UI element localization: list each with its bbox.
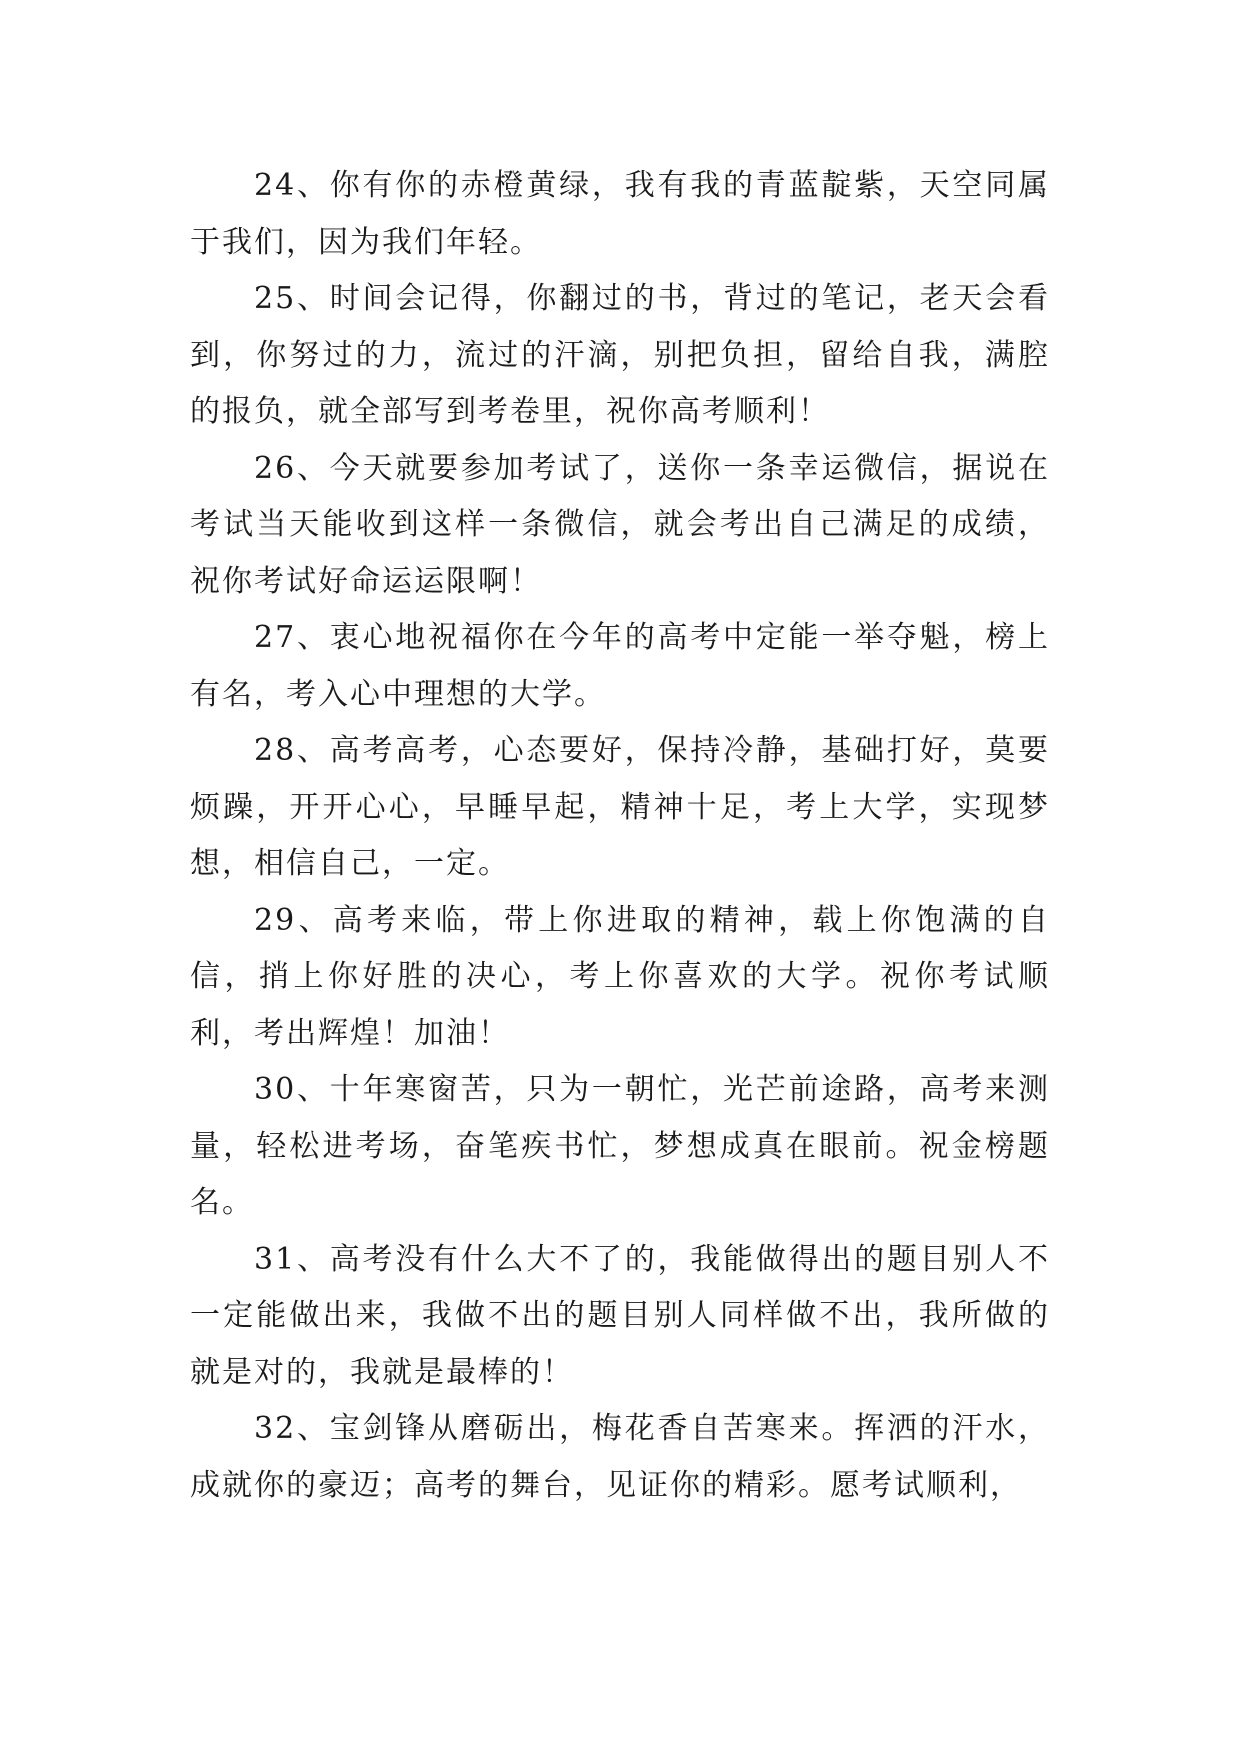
- paragraph-32: 32、宝剑锋从磨砺出，梅花香自苦寒来。挥洒的汗水，成就你的豪迈；高考的舞台，见证你的精彩。愿考试顺利，: [190, 1411, 1050, 1503]
- paragraph-27: 27、衷心地祝福你在今年的高考中定能一举夺魁，榜上有名，考入心中理想的大学。: [190, 620, 1050, 712]
- paragraph-24: 24、你有你的赤橙黄绿，我有我的青蓝靛紫，天空同属于我们，因为我们年轻。: [190, 168, 1050, 260]
- paragraph-28: 28、高考高考，心态要好，保持冷静，基础打好，莫要烦躁，开开心心，早睡早起，精神十足，考上大学，实现梦想，相信自己，一定。: [190, 733, 1050, 881]
- document-body: [190, 158, 1050, 1514]
- paragraph-31: 31、高考没有什么大不了的，我能做得出的题目别人不一定能做出来，我做不出的题目别人同样做不出，我所做的就是对的，我就是最棒的！: [190, 1241, 1050, 1390]
- paragraph-29: 29、高考来临，带上你进取的精神，载上你饱满的自信，捎上你好胜的决心，考上你喜欢的大学。祝你考试顺利，考出辉煌！加油！: [190, 902, 1050, 1051]
- paragraph-25: 25、时间会记得，你翻过的书，背过的笔记，老天会看到，你努过的力，流过的汗滴，别把负担，留给自我，满腔的报负，就全部写到考卷里，祝你高考顺利！: [190, 281, 1050, 429]
- paragraph-30: 30、十年寒窗苦，只为一朝忙，光芒前途路，高考来测量，轻松进考场，奋笔疾书忙，梦想成真在眼前。祝金榜题名。: [190, 1072, 1050, 1220]
- paragraph-26: 26、今天就要参加考试了，送你一条幸运微信，据说在考试当天能收到这样一条微信，就会考出自己满足的成绩，祝你考试好命运运限啊！: [190, 450, 1050, 599]
